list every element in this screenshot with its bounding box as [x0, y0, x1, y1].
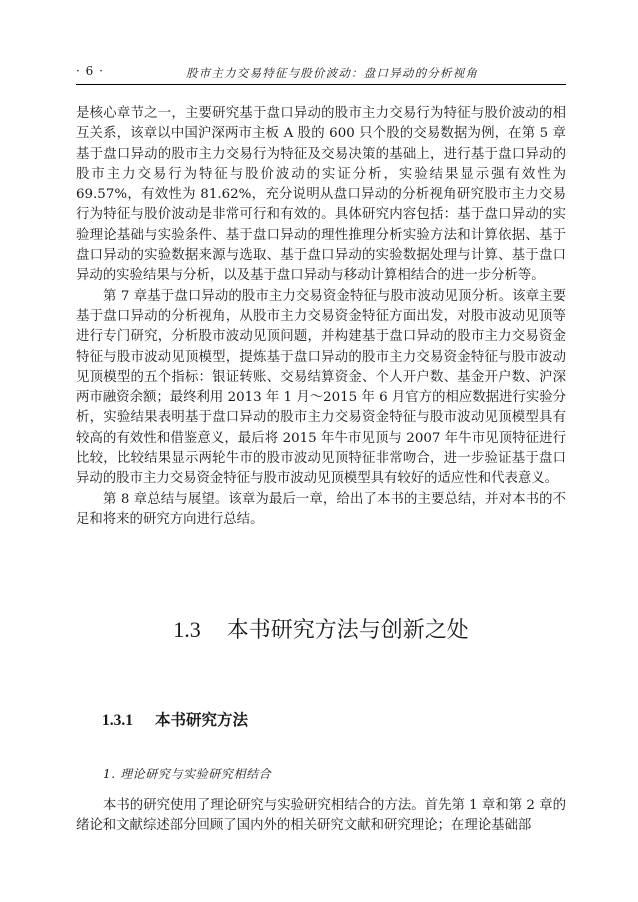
- page-number: · 6 ·: [76, 64, 104, 78]
- section-number: 1.3: [173, 617, 201, 642]
- subsection-number: 1.3.1: [102, 712, 133, 729]
- body-text-bottom: [76, 796, 566, 837]
- running-header: [76, 62, 566, 85]
- paragraph-chapter-6-continued: 是核心章节之一，主要研究基于盘口异动的股市主力交易行为特征与股价波动的相互关系，该章以中国沪深两市主板 A 股的 600 只个股的交易数据为例，在第 5 章基于盘口异动的股市主力交易行为特征及交易决策的基础上，进行基于盘口异动的股市主力交易行为特征与股价波动的实证分析，实验结果显示强有效性为 69.57%，有效性为 81.62%，充分说明从盘口异动的分析视角研究股市主力交易行为特征与股价波动是非常可行和有效的。具体研究内容包括：基于盘口异动的实验理论基础与实验条件、基于盘口异动的理性推理分析实验方法和计算依据、基于盘口异动的实验数据来源与选取、基于盘口异动的实验数据处理与计算、基于盘口异动的实验结果与分析，以及基于盘口异动与移动计算相结合的进一步分析等。: [76, 106, 566, 284]
- section-heading: [76, 616, 566, 645]
- paragraph-methods: 本书的研究使用了理论研究与实验研究相结合的方法。首先第 1 章和第 2 章的绪论和文献综述部分回顾了国内外的相关研究文献和研究理论；在理论基础部: [76, 798, 566, 834]
- subsection-heading: [102, 708, 248, 730]
- paragraph-chapter-8: 第 8 章总结与展望。该章为最后一章，给出了本书的主要总结，并对本书的不足和将来的研究方向进行总结。: [76, 491, 566, 527]
- subsection-title: 本书研究方法: [155, 711, 249, 729]
- item-heading: 1. 理论研究与实验研究相结合: [103, 767, 272, 781]
- running-header-title: 股市主力交易特征与股价波动：盘口异动的分析视角: [186, 66, 479, 80]
- section-title: 本书研究方法与创新之处: [226, 618, 469, 643]
- body-text-top: [76, 104, 566, 530]
- paragraph-chapter-7: 第 7 章基于盘口异动的股市主力交易资金特征与股市波动见顶分析。该章主要基于盘口异动的分析视角，从股市主力交易资金特征方面出发，对股市波动见顶等进行专门研究，分析股市波动见顶问题，并构建基于盘口异动的股市主力交易资金特征与股市波动见顶模型，提炼基于盘口异动的股市主力交易资金特征与股市波动见顶模型的五个指标：银证转账、交易结算资金、个人开户数、基金开户数、沪深两市融资余额；最终利用 2013 年 1 月～2015 年 6 月官方的相应数据进行实验分析，实验结果表明基于盘口异动的股市主力交易资金特征与股市波动见顶模型具有较高的有效性和借鉴意义，最后将 2015 年牛市见顶与 2007 年牛市见顶特征进行比较，比较结果显示两轮牛市的股市波动见顶特征非常吻合，进一步验证基于盘口异动的股市主力交易资金特征与股市波动见顶模型具有较好的适应性和代表意义。: [76, 288, 566, 487]
